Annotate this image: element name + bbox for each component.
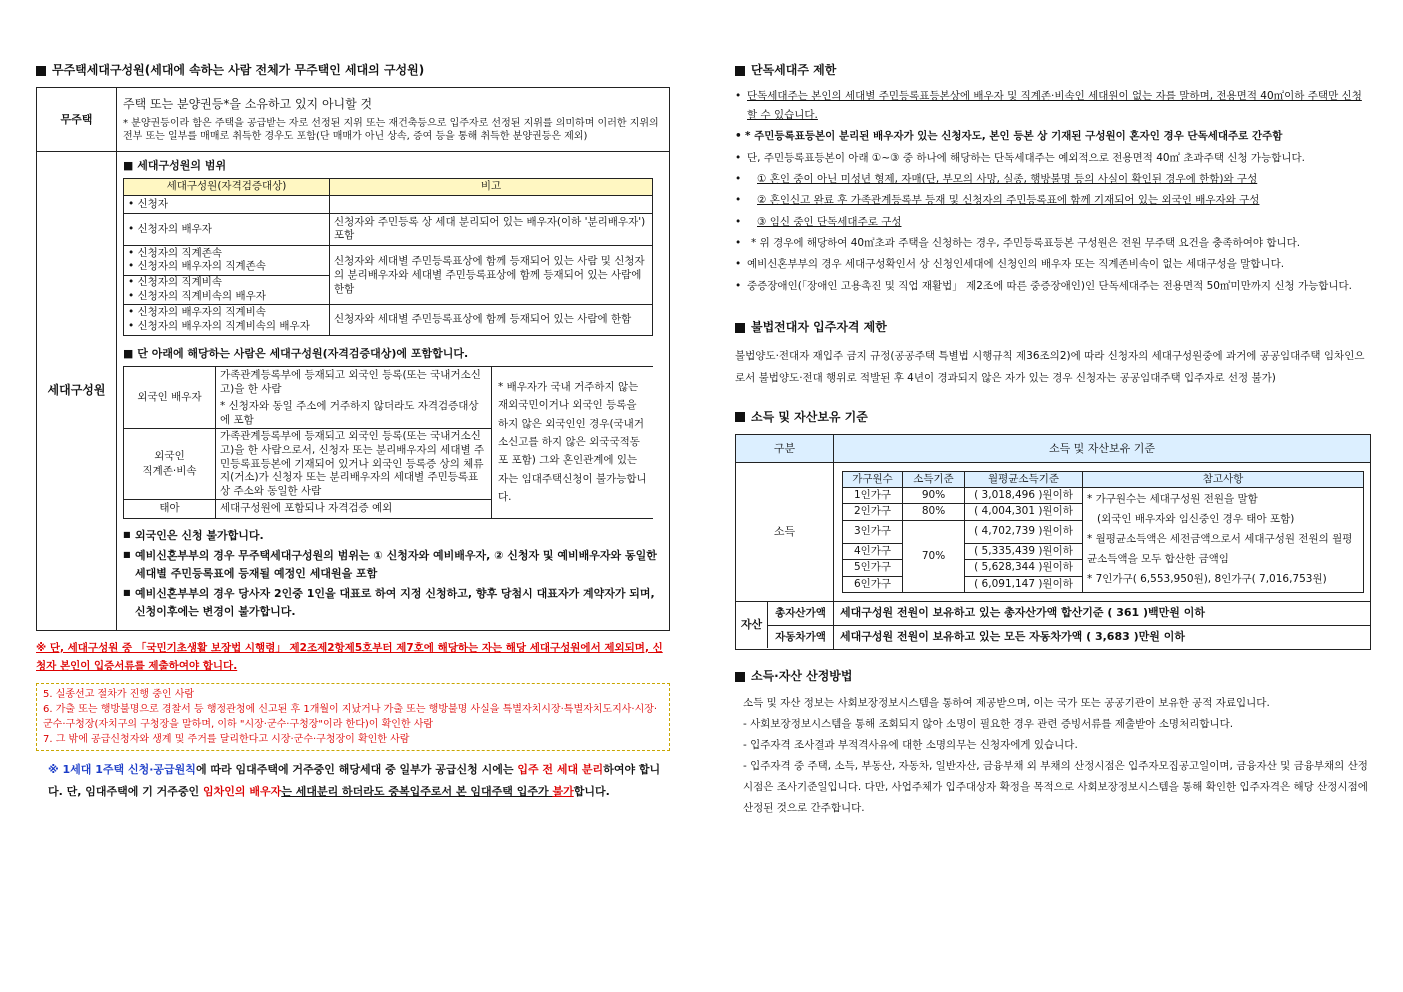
red-box: 5. 실종선고 절차가 진행 중인 사람 6. 가출 또는 행방불명으로 경찰서 등 행정관청에 신고된 후 1개월이 지났거나 가출 또는 행방불명 사실을 특별자치시장·특별자치도지사·시장·군수·구청장(자치구의 구청장을 말하며, 이하 "시장·군수·구청장"이라 한다)이 확인한 사람 7. 그 밖에 공급신청자와 생계 및 주거를 달리한다고 시장·군수·구청장이 확인한 사람 [36, 683, 670, 751]
homeless-main: 주택 또는 분양권등*을 소유하고 있지 아니할 것 [123, 97, 373, 112]
square-bullet-icon [735, 323, 745, 333]
section-title-single: 단독세대주 제한 [735, 62, 1371, 79]
income-inner-table: 가구원수 소득기준 월평균소득기준 참고사항 1인가구 90% ( 3,018,496 )원이하 * 가구원수는 세대구성원 전원을 말함 (외국인 배우자와 임신중인 경우 태아 포함) * 월평균소득액은 세전금액으로서 세대구성원 전원의 월평균소득액을 모두 합산한 금액임 * 7인가구( 6,553,950원), 8인가구( 7,016,753원) 2인가구 80% ( 4,004,301 )원이하 3인가구 70% ( 4,702,739 )원이하 4인가구 ( 5,335,439 )원이하 5인가구 ( 5,628,344 )원이하 6인가구 ( 6,091,147 )원이하 [842, 471, 1364, 593]
calc-body: 소득 및 자산 정보는 사회보장정보시스템을 통하여 제공받으며, 이는 국가 또는 공공기관이 보유한 공적 자료입니다. - 사회보장정보시스템을 통해 조회되지 않아 소명이 필요한 경우 관련 증빙서류를 제출받아 소명처리합니다. - 입주자격 조사결과 부적격사유에 대한 소명의무는 신청자에게 있습니다. - 입주자격 중 주택, 소득, 부동산, 자동차, 일반자산, 금융부채 외 부채의 산정시점은 입주자모집공고일이며, 금융자산 및 금융부채의 산정시점은 조사기준일입니다. 다만, 사업주체가 입주대상자 확정을 목적으로 사회보장정보시스템을 통해 확인한 입주자격은 해당 산정시점에 산정된 것으로 간주합니다. [743, 697, 1368, 815]
illegal-text: 불법양도·전대자 재입주 금지 규정(공공주택 특별법 시행규칙 제36조의2)에 따라 신청자의 세대구성원중에 과거에 공공임대주택 임차인으로서 불법양도·전대 행위로 적발된 후 4년이 경과되지 않은 자가 있는 경우 신청자는 공공임대주택 입주자로 선정 불가) [735, 349, 1365, 384]
section-title-income: 소득 및 자산보유 기준 [735, 409, 1371, 426]
include-side-note: * 배우자가 국내 거주하지 않는 재외국민이거나 외국인 등록을 하지 않은 외국인인 경우(국내거소신고를 하지 않은 외국국적동포 포함) 그와 혼인관계에 있는 자는 임대주택신청이 불가능합니다. [492, 366, 654, 518]
square-bullet-icon [735, 412, 745, 422]
income-table: 구분 소득 및 자산보유 기준 소득 가구원수 소득기준 월평균소득기준 참고사항 1인가구 90% ( 3,018,496 )원이하 * 가구원수는 세대구성원 전원을 말함 (외국인 배우자와 임신중인 경우 태아 포함) * 월평균소득액은 세전금액으로서 세대구성원 전원의 월평균소득액을 모두 합산한 금액임 * 7인가구( 6,553,950원), 8인가구( 7,016,753원) 2인가구 80% ( 4,004,301 )원이하 3인가구 70% ( 4,702,739 )원이하 4인가구 ( 5,335,439 )원이하 5인가구 ( 5,628,344 )원이하 6인가구 ( 6,091,147 )원이하 자산 총자산가액 자동차가액 세대구성원 전원이 보유하고 있는 총자산가액 합산기준 ( 361 )백만원 이하 세대구성원 전원이 보유하고 있는 모든 자동차가액 ( 3,683 )만원 이하 [735, 434, 1371, 650]
red-note: ※ 단, 세대구성원 중 「국민기초생활 보장법 시행령」 제2조제2항제5호부터 제7호에 해당하는 자는 해당 세대구성원에서 제외되며, 신청자 본인이 입증서류를 제출하여야 합니다. [36, 641, 663, 672]
household-bullets: ■ 외국인은 신청 불가합니다. ■ 예비신혼부부의 경우 무주택세대구성원의 범위는 ① 신청자와 예비배우자, ② 신청자 및 예비배우자와 동일한 세대별 주민등록표에 등재될 예정인 세대원을 포함 ■ 예비신혼부부의 경우 당사자 2인중 1인을 대표로 하여 지정 신청하고, 향후 당첨시 대표자가 계약자가 되며, 신청이후에는 변경이 불가합니다. [123, 527, 663, 621]
square-bullet-icon [735, 672, 745, 682]
left-column [36, 62, 670, 803]
square-bullet-icon [735, 66, 745, 76]
range-title: ■ 세대구성원의 범위 [123, 159, 227, 173]
right-column [735, 62, 1371, 819]
include-table: 외국인 배우자 가족관계등록부에 등재되고 외국인 등록(또는 국내거소신고)을 한 사람 * 신청자와 동일 주소에 거주하지 않더라도 자격검증대상에 포함 * 배우자가 국내 거주하지 않는 재외국민이거나 외국인 등록을 하지 않은 외국인인 경우(국내거소신고를 하지 않은 외국국적동포 포함) 그와 혼인관계에 있는 자는 임대주택신청이 불가능합니다. 외국인 직계존·비속 가족관계등록부에 등재되고 외국인 등록(또는 국내거소신고)을 한 사람으로서, 신청자 또는 분리배우자의 세대별 주민등록표등본에 기재되어 있거나 외국인 등록증 상의 체류지(거소)가 신청자 또는 분리배우자의 세대별 주민등록표상 주소와 동일한 사람 태아 세대구성원에 포함되나 자격검증 예외 [123, 366, 653, 519]
range-table: 세대구성원(자격검증대상) 비고 • 신청자 • 신청자의 배우자 신청자와 주민등록 상 세대 분리되어 있는 배우자(이하 '분리배우자') 포함 • 신청자의 직계존속 • 신청자의 배우자의 직계존속 • 신청자의 직계비속 • 신청자의 직계비속의 배우자 신청자와 세대별 주민등록표상에 함께 등재되어 있는 사람 및 신청자의 분리배우자와 세대별 주민등록표상에 함께 등재되어 있는 사람에 한함 • 신청자의 배우자의 직계비속 • 신청자의 배우자의 직계비속의 배우자 신청자와 세대별 주민등록표상에 함께 등재되어 있는 사람에 한함 [123, 178, 653, 335]
include-title: ■ 단 아래에 해당하는 사람은 세대구성원(자격검증대상)에 포함합니다. [123, 346, 469, 360]
label-homeless: 무주택 [37, 88, 117, 152]
homeless-note: * 분양권등이라 함은 주택을 공급받는 자로 선정된 지위 또는 재건축등으로 입주자로 선정된 지위를 의미하며 이러한 지위의 전부 또는 일부를 매매로 취득한 경우도 포함(단 매매가 아닌 상속, 증여 등을 통해 취득한 분양권등은 제외) [123, 117, 659, 143]
last-note: ※ 1세대 1주택 신청·공급원칙에 따라 임대주택에 거주중인 해당세대 중 일부가 공급신청 시에는 입주 전 세대 분리하여야 합니다. 단, 임대주택에 기 거주중인 임차인의 배우자는 세대분리 하더라도 중복입주로서 본 임대주택 입주가 불가합니다. [48, 763, 661, 799]
section-title-calc: 소득·자산 산정방법 [735, 668, 1371, 685]
section-title-illegal: 불법전대자 입주자격 제한 [735, 319, 1371, 336]
homeless-table [36, 87, 670, 630]
section-title-homeless: 무주택세대구성원(세대에 속하는 사람 전체가 무주택인 세대의 구성원) [36, 62, 670, 79]
single-list: • 단독세대주는 본인의 세대별 주민등록표등본상에 배우자 및 직계존·비속인 세대원이 없는 자를 말하며, 전용면적 40㎡이하 주택만 신청할 수 있습니다. • * 주민등록표등본이 분리된 배우자가 있는 신청자도, 본인 등본 상 기재된 구성원이 혼자인 경우 단독세대주로 간주함 • 단, 주민등록표등본이 아래 ①~③ 중 하나에 해당하는 단독세대주는 예외적으로 전용면적 40㎡ 초과주택 신청 가능합니다. • ① 혼인 중이 아닌 미성년 형제, 자매(단, 부모의 사망, 실종, 행방불명 등의 사실이 확인된 경우에 한함)와 구성 • ② 혼인신고 완료 후 가족관계등록부 등재 및 신청자의 주민등록표에 함께 기재되어 있는 외국인 배우자와 구성 • ③ 임신 중인 단독세대주로 구성 • * 위 경우에 해당하여 40㎡초과 주택을 신청하는 경우, 주민등록표등본 구성원은 전원 무주택 요건을 충족하여야 합니다. • 예비신혼부부의 경우 세대구성확인서 상 신청인세대에 신청인의 배우자 또는 직계존비속이 없는 세대구성을 말합니다. • 중증장애인(「장애인 고용촉진 및 직업 재활법」 제2조에 따른 중증장애인)인 단독세대주는 전용면적 50㎡미만까지 신청 가능합니다. [735, 87, 1371, 295]
label-household: 세대구성원 [37, 152, 117, 630]
square-bullet-icon [36, 66, 46, 76]
